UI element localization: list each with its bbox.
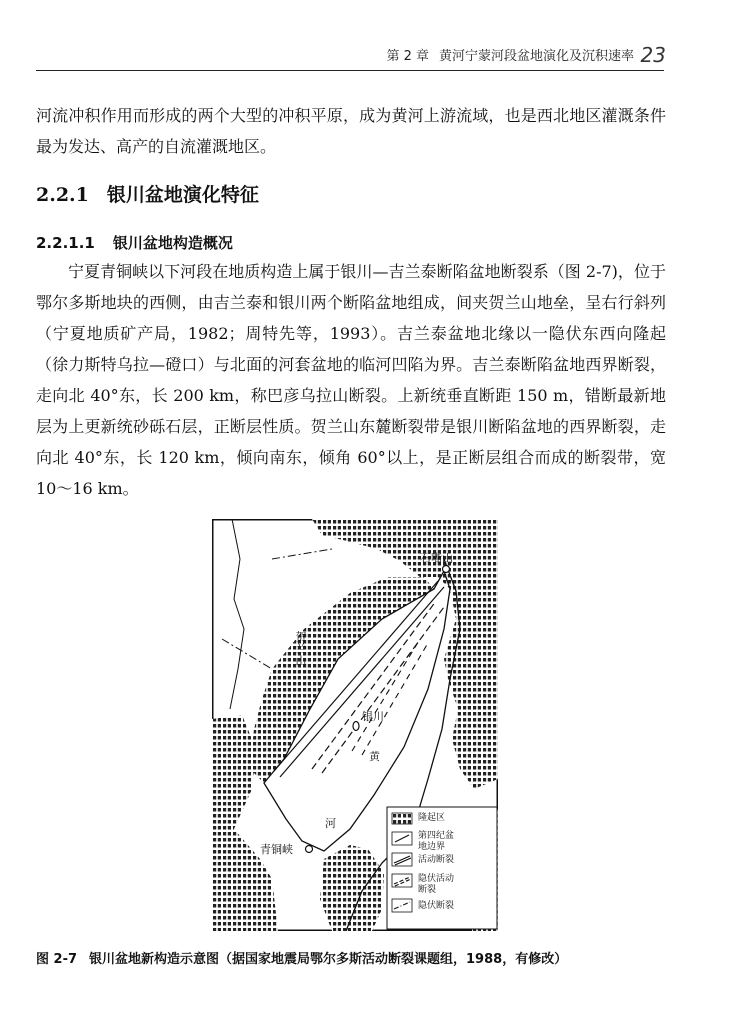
label-huang: 黄 — [369, 750, 380, 763]
legend-buried-swatch — [392, 899, 412, 912]
legend-active-label: 活动断裂 — [418, 855, 455, 865]
section-title: 银川盆地演化特征 — [106, 184, 259, 206]
page-header — [36, 40, 664, 71]
figure-2-7 — [212, 519, 498, 931]
subsection-title: 银川盆地构造概况 — [112, 234, 233, 252]
legend-buried-active-label: 隐伏活动断裂 — [418, 874, 455, 895]
figure-caption — [36, 948, 676, 967]
section-number: 2.2.1 — [36, 184, 89, 206]
legend-uplift-label: 隆起区 — [418, 813, 446, 823]
label-shizuishan: 石嘴山 — [420, 552, 453, 565]
caption-text: 银川盆地新构造示意图（据国家地震局鄂尔多斯活动断裂课题组，1988，有修改） — [89, 952, 568, 967]
label-qingtongxia: 青铜峡 — [260, 843, 293, 856]
qingtongxia-marker — [306, 846, 313, 853]
label-yinchuan: 银川 — [362, 710, 384, 723]
legend-buried-label: 隐伏断裂 — [418, 901, 455, 911]
chapter-title: 黄河宁蒙河段盆地演化及沉积速率 — [438, 49, 634, 64]
label-helanshan: 贺兰山 — [294, 631, 307, 667]
intro-paragraph: 河流冲积作用而形成的两个大型的冲积平原，成为黄河上游流域，也是西北地区灌溉条件最为发达、高产的自流灌溉地区。 — [36, 106, 666, 156]
yinchuan-marker — [353, 722, 359, 731]
running-title — [386, 45, 634, 64]
subsection-heading — [36, 232, 233, 253]
tectonic-map — [212, 519, 498, 931]
subsection-number: 2.2.1.1 — [36, 234, 95, 252]
body-paragraph: 宁夏青铜峡以下河段在地质构造上属于银川—吉兰泰断陷盆地断裂系（图 2-7)，位于鄂尔多斯地块的西侧，由吉兰泰和银川两个断陷盆地组成，间夹贺兰山地垒，呈右行斜列（宁夏地质矿产局，1982；周特先等，1993）。吉兰泰盆地北缘以一隐伏东西向隆起（徐力斯特乌拉—磴口）与北面的河套盆地的临河凹陷为界。吉兰泰断陷盆地西界断裂，走向北 40°东，长 200 km，称巴彦乌拉山断裂。上新统垂直断距 150 m，错断最新地层为上更新统砂砾石层，正断层性质。贺兰山东麓断裂带是银川断陷盆地的西界断裂，走向北 40°东，长 120 km，倾向南东，倾角 60°以上，是正断层组合而成的断裂带，宽 10～16 km。 — [36, 262, 666, 498]
legend-uplift-swatch — [392, 813, 412, 824]
chapter-label: 第 2 章 — [386, 49, 429, 64]
section-heading — [36, 180, 259, 207]
shizuishan-marker — [443, 566, 450, 573]
caption-label: 图 2-7 — [36, 952, 78, 967]
page-number: 23 — [640, 43, 666, 67]
label-he: 河 — [325, 817, 336, 830]
legend-quaternary-label: 第四纪盆地边界 — [418, 831, 455, 852]
